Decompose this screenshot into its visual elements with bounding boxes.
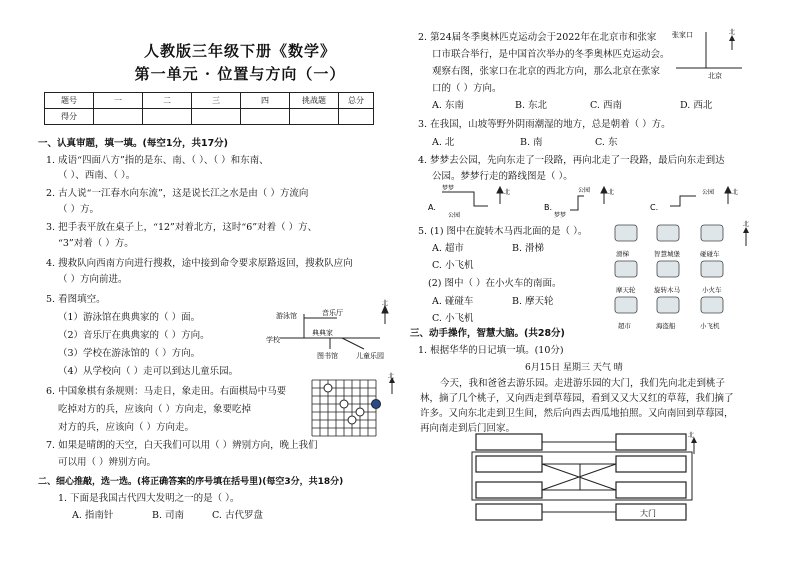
blank-box[interactable]: [476, 504, 542, 520]
score-cell: 二: [143, 93, 192, 109]
park-label: 摩天轮: [616, 286, 636, 294]
north-label: 北: [729, 29, 736, 36]
mc4-label: 公园: [702, 189, 715, 196]
north-label: 北: [732, 189, 739, 196]
question-5-4: （4）从学校向（ ）走可以到达儿童乐园。: [58, 366, 239, 377]
score-cell: 挑战题: [290, 93, 339, 109]
score-input-cell[interactable]: [290, 109, 339, 125]
map-label-park: 儿童乐园: [356, 352, 384, 360]
blank-box[interactable]: [616, 456, 686, 472]
chess-piece: [340, 400, 348, 408]
question-6-cont: 吃掉对方的兵，应该向（ ）方向走，象要吃掉: [58, 404, 252, 415]
page-title: 人教版三年级下册《数学》: [143, 42, 336, 60]
diary-header: 6月15日 星期三 天气 晴: [525, 363, 623, 373]
score-table-score-row: [45, 109, 374, 125]
mc3-option-b[interactable]: B. 南: [520, 137, 543, 148]
mc4-routes: [428, 184, 748, 220]
map-label-school: 学校: [266, 336, 280, 344]
mc4-option-b[interactable]: B.: [544, 203, 553, 212]
score-input-cell[interactable]: [339, 109, 374, 125]
mc1-option-c[interactable]: C. 古代罗盘: [212, 510, 263, 521]
mc4-option-c[interactable]: C.: [650, 203, 659, 212]
mc5-2-option-c[interactable]: C. 小飞机: [432, 313, 474, 324]
mc-question-4: 4. 梦梦去公园，先向东走了一段路，再向北走了一段路，最后向东走到达: [418, 155, 725, 166]
park-grid: [604, 222, 754, 332]
mc4-label: 梦梦: [442, 185, 455, 192]
north-label: 北: [608, 189, 615, 196]
question-7-cont: 可以用（ ）辨别方向。: [58, 457, 157, 468]
mc5-1-option-a[interactable]: A. 超市: [432, 243, 464, 254]
park-attraction-icon: [701, 225, 723, 241]
mc-question-5: 5. (1) 图中在旋转木马西北面的是（ ）。: [418, 226, 588, 237]
park-attraction-icon: [701, 261, 723, 277]
section-3-heading: 三、动手操作，智慧大脑。(共28分): [410, 328, 565, 339]
mc2-option-b[interactable]: B. 东北: [515, 100, 548, 111]
mc-question-1: 1. 下面是我国古代四大发明之一的是（ ）。: [58, 493, 240, 504]
q5-map: [262, 300, 392, 360]
park-label: 智慧城堡: [654, 250, 680, 258]
score-input-cell[interactable]: [241, 109, 290, 125]
section-2-heading: 二、细心推敲，选一选。(将正确答案的序号填在括号里)(每空3分，共18分): [38, 477, 344, 487]
mc5-1-option-b[interactable]: B. 滑梯: [512, 243, 545, 254]
park-label: 滑梯: [616, 250, 629, 258]
park-attraction-icon: [615, 297, 637, 313]
park-attraction-icon: [657, 261, 679, 277]
diary-map: [470, 432, 700, 524]
mc3-option-c[interactable]: C. 东: [595, 137, 618, 148]
mc2-option-c[interactable]: C. 西南: [590, 100, 622, 111]
mc2-option-a[interactable]: A. 东南: [432, 100, 464, 111]
map-label-library: 图书馆: [317, 352, 338, 360]
question-5-3: （3）学校在游泳馆的（ ）方向。: [58, 348, 201, 359]
question-5: 5. 看图填空。: [46, 294, 106, 305]
question-7: 7. 如果是晴朗的天空，白天我们可以用（ ）辨别方向，晚上我们: [46, 440, 318, 451]
question-3: 3. 把手表平放在桌子上，“12”对着北方，这时“6”对着（ ）方、: [46, 222, 318, 233]
blank-box[interactable]: [476, 482, 542, 498]
park-label: 旋转木马: [654, 286, 680, 294]
chess-piece-blue: [372, 400, 381, 409]
mc2-option-d[interactable]: D. 西北: [680, 100, 713, 111]
question-2: 2. 古人说“一江春水向东流”，这是说长江之水是由（ ）方流向: [46, 188, 309, 199]
park-attraction-icon: [615, 261, 637, 277]
map-label-bj: 北京: [708, 72, 722, 80]
blank-box[interactable]: [616, 482, 686, 498]
mc-question-4-cont: 公园。梦梦行走的路线图是（ ）。: [432, 171, 573, 182]
score-input-cell[interactable]: [143, 109, 192, 125]
score-cell: 得分: [45, 109, 94, 125]
score-input-cell[interactable]: [94, 109, 143, 125]
question-1-cont: （ ）、西南、（ ）。: [58, 170, 136, 181]
op-question-1: 1. 根据华华的日记填一填。(10分): [418, 345, 564, 356]
mc-question-5-2: (2) 图中（ ）在小火车的南面。: [428, 278, 562, 289]
mc1-option-b[interactable]: B. 司南: [152, 510, 185, 521]
mc2-map: [672, 26, 752, 82]
question-6-cont2: 对方的兵，应该向（ ）方向走。: [58, 422, 195, 433]
question-1: 1. 成语“四面八方”指的是东、南、（ ）、（ ）和东南、: [46, 155, 269, 166]
question-2-cont: （ ）方。: [58, 204, 100, 215]
north-label: 北: [743, 221, 750, 228]
chess-piece: [324, 384, 332, 392]
mc-question-2: 2. 第24届冬季奥林匹克运动会于2022年在北京市和张家: [418, 32, 657, 43]
chess-piece: [348, 416, 356, 424]
score-table: [44, 92, 374, 125]
north-label: 北: [382, 300, 389, 307]
park-label: 碰碰车: [700, 250, 720, 258]
north-label: 北: [688, 432, 695, 439]
park-attraction-icon: [657, 225, 679, 241]
park-attraction-icon: [657, 297, 679, 313]
question-4: 4. 搜救队向西南方向进行搜救，途中接到命令要求原路返回，搜救队应向: [46, 258, 353, 269]
score-cell: 总分: [339, 93, 374, 109]
score-cell: 四: [241, 93, 290, 109]
score-cell: 三: [192, 93, 241, 109]
gate-label: 大门: [640, 509, 656, 518]
mc-question-2-cont: 口市联合举行，是中国首次举办的冬季奥林匹克运动会。: [432, 49, 670, 60]
mc4-label: 公园: [578, 187, 591, 194]
question-5-1: （1）游泳馆在典典家的（ ）面。: [58, 312, 201, 323]
question-4-cont: （ ）方向前进。: [58, 274, 128, 285]
mc4-label: 梦梦: [554, 212, 567, 219]
diary-line: 林，摘了几个桃子，又向西走到草莓园，看到又又大又红的草莓，我们摘了: [420, 393, 734, 404]
park-label: 超市: [618, 322, 631, 330]
page-subtitle: 第一单元 · 位置与方向（一）: [134, 65, 346, 83]
map-label-zjk: 张家口: [672, 31, 693, 39]
diary-line: 再向南走到后门回家。: [420, 423, 516, 434]
mc5-1-option-c[interactable]: C. 小飞机: [432, 260, 474, 271]
mc5-2-option-b[interactable]: B. 摩天轮: [512, 296, 554, 307]
chess-piece: [356, 408, 364, 416]
mc3-option-a[interactable]: A. 北: [432, 137, 455, 148]
park-attraction-icon: [615, 225, 637, 241]
park-attraction-icon: [701, 297, 723, 313]
mc4-option-a[interactable]: A.: [428, 203, 436, 212]
mc-question-2-cont3: 口的（ ）方向。: [432, 83, 502, 94]
park-label: 海盗船: [656, 322, 676, 330]
blank-box[interactable]: [616, 434, 686, 450]
section-1-heading: 一、认真审题，填一填。(每空1分，共17分): [38, 138, 229, 149]
question-5-2: （2）音乐厅在典典家的（ ）方向。: [58, 330, 210, 341]
mc1-option-a[interactable]: A. 指南针: [72, 510, 114, 521]
score-cell: 题号: [45, 93, 94, 109]
score-table-header-row: [45, 93, 374, 109]
north-label: 北: [388, 373, 395, 380]
mc-question-3: 3. 在我国，山坡等野外阴雨潮湿的地方，总是朝着（ ）方。: [418, 119, 671, 130]
chess-board: [308, 374, 398, 438]
blank-box[interactable]: [476, 456, 542, 472]
map-label-music: 音乐厅: [322, 309, 343, 317]
mc-question-2-cont2: 观察右图，张家口在北京的西北方向，那么北京在张家: [432, 66, 661, 77]
question-6: 6. 中国象棋有条规则：马走日，象走田。右面棋局中马要: [46, 386, 287, 397]
score-cell: 一: [94, 93, 143, 109]
mc5-2-option-a[interactable]: A. 碰碰车: [432, 296, 474, 307]
map-label-home: 典典家: [312, 329, 333, 337]
question-3-cont: “3”对着（ ）方。: [58, 238, 134, 249]
diary-line: 今天，我和爸爸去游乐园。走进游乐园的大门，我们先向北走到桃子: [440, 378, 726, 389]
park-label: 小火车: [702, 286, 722, 294]
diary-line: 许多。又向东北走到卫生间，然后向西去西瓜地拍照。又向南回到草莓园，: [420, 408, 734, 419]
blank-box[interactable]: [476, 434, 542, 450]
park-label: 小飞机: [700, 322, 720, 330]
north-label: 北: [504, 189, 511, 196]
mc4-label: 公园: [448, 212, 461, 219]
score-input-cell[interactable]: [192, 109, 241, 125]
map-label-pool: 游泳馆: [276, 312, 297, 320]
